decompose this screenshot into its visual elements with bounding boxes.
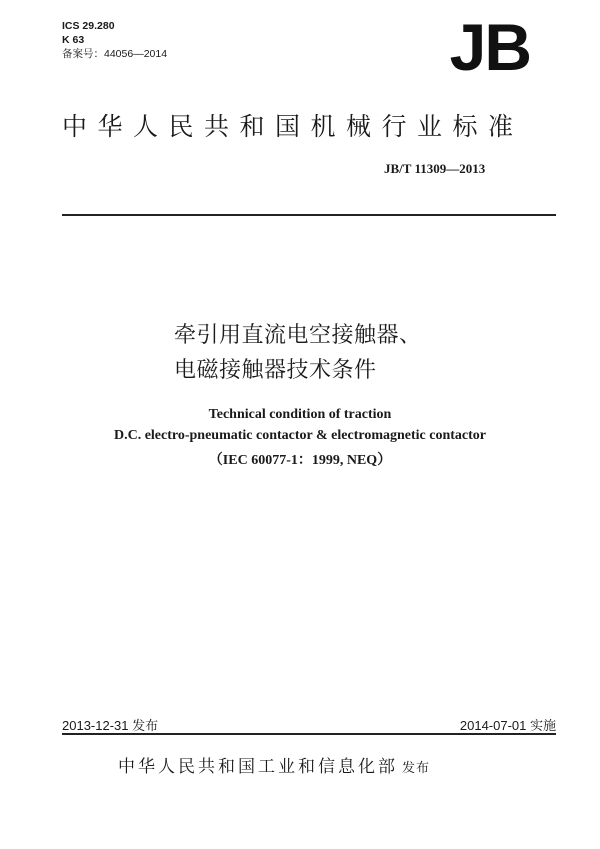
ics-code: ICS 29.280 [62, 20, 115, 32]
top-divider [62, 214, 556, 216]
title-chinese-line2: 电磁接触器技术条件 [174, 358, 377, 383]
issue-date: 2013-12-31 发布 [62, 718, 159, 733]
bottom-divider [62, 733, 556, 735]
record-number: 备案号：44056—2014 [62, 48, 168, 60]
standard-type-heading: 中华人民共和国机械行业标准 [62, 112, 524, 141]
publisher-name: 中华人民共和国工业和信息化部 [118, 757, 398, 777]
publisher [118, 752, 430, 777]
standard-number: JB/T 11309—2013 [384, 161, 486, 176]
publisher-suffix: 发布 [402, 761, 431, 776]
title-english-line3: （IEC 60077-1：1999, NEQ） [208, 453, 392, 468]
title-english-line1: Technical condition of traction [208, 407, 392, 422]
title-chinese-line1: 牵引用直流电空接触器、 [174, 323, 422, 348]
jb-logo: JB [449, 10, 530, 84]
title-english-line2: D.C. electro-pneumatic contactor & electromagnetic contactor [113, 428, 487, 443]
implementation-date: 2014-07-01 实施 [459, 718, 556, 733]
ccs-code: K 63 [62, 34, 85, 46]
